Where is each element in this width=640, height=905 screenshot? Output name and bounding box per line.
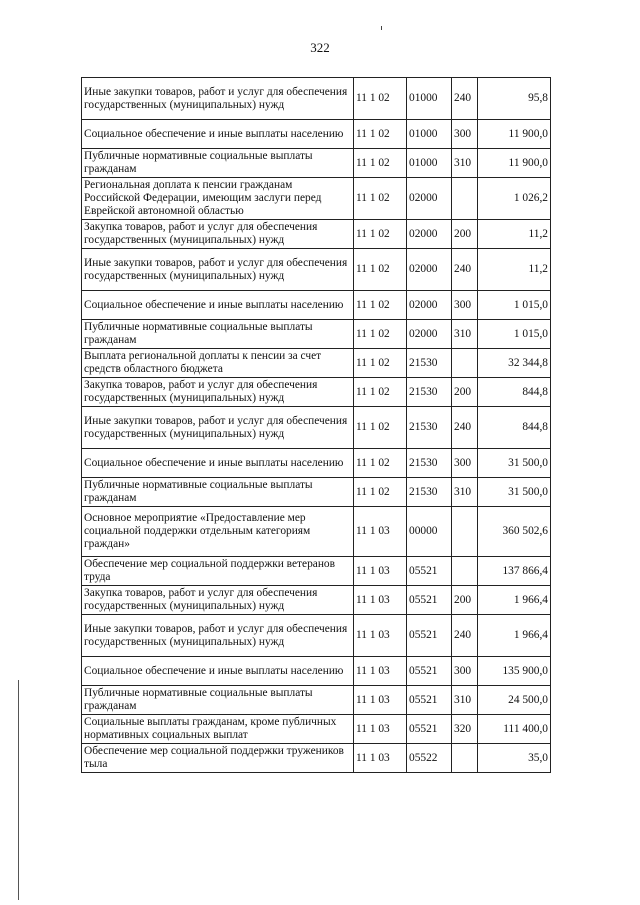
expense-name-cell: Публичные нормативные социальные выплаты гражданам: [82, 149, 354, 178]
expense-type-cell: [452, 507, 478, 557]
section-code-cell: 11 1 03: [354, 657, 407, 686]
section-code-cell: 11 1 02: [354, 478, 407, 507]
target-article-cell: 02000: [407, 178, 452, 220]
target-article-cell: 02000: [407, 320, 452, 349]
expense-type-cell: 300: [452, 449, 478, 478]
amount-cell: 1 966,4: [478, 586, 551, 615]
table-row: [82, 686, 551, 715]
table-row: [82, 349, 551, 378]
expense-type-cell: 200: [452, 378, 478, 407]
expense-type-cell: [452, 557, 478, 586]
section-code-cell: 11 1 03: [354, 586, 407, 615]
expense-name-cell: Публичные нормативные социальные выплаты гражданам: [82, 686, 354, 715]
expense-type-cell: [452, 744, 478, 773]
amount-cell: 1 015,0: [478, 291, 551, 320]
section-code-cell: 11 1 03: [354, 715, 407, 744]
table-row: [82, 178, 551, 220]
page-number: 322: [310, 40, 330, 55]
expense-type-cell: 240: [452, 78, 478, 120]
expense-name-cell: Иные закупки товаров, работ и услуг для обеспечения государственных (муниципальных) нужд: [82, 407, 354, 449]
target-article-cell: 01000: [407, 149, 452, 178]
table-row: [82, 120, 551, 149]
target-article-cell: 21530: [407, 378, 452, 407]
table-row: [82, 291, 551, 320]
expense-name-cell: Социальные выплаты гражданам, кроме публичных нормативных социальных выплат: [82, 715, 354, 744]
target-article-cell: 05522: [407, 744, 452, 773]
section-code-cell: 11 1 03: [354, 686, 407, 715]
expense-name-cell: Региональная доплата к пенсии гражданам Российской Федерации, имеющим заслуги перед Еврейской автономной областью: [82, 178, 354, 220]
target-article-cell: 05521: [407, 615, 452, 657]
section-code-cell: 11 1 02: [354, 291, 407, 320]
expense-name-cell: Иные закупки товаров, работ и услуг для обеспечения государственных (муниципальных) нужд: [82, 249, 354, 291]
expense-type-cell: 240: [452, 249, 478, 291]
expense-type-cell: [452, 349, 478, 378]
amount-cell: 11 900,0: [478, 149, 551, 178]
table-row: [82, 744, 551, 773]
section-code-cell: 11 1 02: [354, 120, 407, 149]
target-article-cell: 05521: [407, 715, 452, 744]
table-row: [82, 407, 551, 449]
table-row: [82, 249, 551, 291]
expense-name-cell: Социальное обеспечение и иные выплаты населению: [82, 120, 354, 149]
scan-mark: [381, 26, 382, 30]
expense-name-cell: Закупка товаров, работ и услуг для обеспечения государственных (муниципальных) нужд: [82, 378, 354, 407]
amount-cell: 31 500,0: [478, 449, 551, 478]
expense-name-cell: Иные закупки товаров, работ и услуг для обеспечения государственных (муниципальных) нужд: [82, 615, 354, 657]
expense-name-cell: Выплата региональной доплаты к пенсии за счет средств областного бюджета: [82, 349, 354, 378]
section-code-cell: 11 1 02: [354, 220, 407, 249]
section-code-cell: 11 1 02: [354, 78, 407, 120]
target-article-cell: 02000: [407, 249, 452, 291]
expense-name-cell: Обеспечение мер социальной поддержки ветеранов труда: [82, 557, 354, 586]
expense-type-cell: 320: [452, 715, 478, 744]
target-article-cell: 21530: [407, 349, 452, 378]
target-article-cell: 05521: [407, 686, 452, 715]
target-article-cell: 21530: [407, 449, 452, 478]
expense-type-cell: 310: [452, 320, 478, 349]
scan-edge-line: [18, 680, 19, 900]
budget-table-body: [82, 78, 551, 773]
expense-type-cell: 310: [452, 686, 478, 715]
target-article-cell: 05521: [407, 657, 452, 686]
amount-cell: 11,2: [478, 220, 551, 249]
section-code-cell: 11 1 02: [354, 249, 407, 291]
target-article-cell: 21530: [407, 478, 452, 507]
amount-cell: 135 900,0: [478, 657, 551, 686]
budget-table: [81, 77, 551, 773]
expense-name-cell: Социальное обеспечение и иные выплаты населению: [82, 657, 354, 686]
section-code-cell: 11 1 03: [354, 744, 407, 773]
expense-type-cell: 300: [452, 657, 478, 686]
table-row: [82, 149, 551, 178]
section-code-cell: 11 1 03: [354, 557, 407, 586]
expense-type-cell: 200: [452, 586, 478, 615]
table-row: [82, 715, 551, 744]
amount-cell: 24 500,0: [478, 686, 551, 715]
section-code-cell: 11 1 02: [354, 449, 407, 478]
table-row: [82, 557, 551, 586]
amount-cell: 31 500,0: [478, 478, 551, 507]
target-article-cell: 01000: [407, 120, 452, 149]
amount-cell: 360 502,6: [478, 507, 551, 557]
amount-cell: 844,8: [478, 407, 551, 449]
table-row: [82, 657, 551, 686]
target-article-cell: 00000: [407, 507, 452, 557]
amount-cell: 11 900,0: [478, 120, 551, 149]
expense-type-cell: 310: [452, 478, 478, 507]
amount-cell: 32 344,8: [478, 349, 551, 378]
amount-cell: 95,8: [478, 78, 551, 120]
expense-type-cell: 240: [452, 615, 478, 657]
section-code-cell: 11 1 02: [354, 320, 407, 349]
section-code-cell: 11 1 02: [354, 178, 407, 220]
section-code-cell: 11 1 03: [354, 615, 407, 657]
expense-type-cell: [452, 178, 478, 220]
expense-type-cell: 310: [452, 149, 478, 178]
table-row: [82, 378, 551, 407]
amount-cell: 11,2: [478, 249, 551, 291]
section-code-cell: 11 1 02: [354, 407, 407, 449]
amount-cell: 844,8: [478, 378, 551, 407]
target-article-cell: 05521: [407, 557, 452, 586]
expense-name-cell: Закупка товаров, работ и услуг для обеспечения государственных (муниципальных) нужд: [82, 220, 354, 249]
expense-name-cell: Публичные нормативные социальные выплаты гражданам: [82, 320, 354, 349]
expense-name-cell: Социальное обеспечение и иные выплаты населению: [82, 449, 354, 478]
target-article-cell: 02000: [407, 291, 452, 320]
table-row: [82, 507, 551, 557]
expense-type-cell: 240: [452, 407, 478, 449]
section-code-cell: 11 1 02: [354, 378, 407, 407]
amount-cell: 111 400,0: [478, 715, 551, 744]
section-code-cell: 11 1 03: [354, 507, 407, 557]
expense-type-cell: 300: [452, 120, 478, 149]
amount-cell: 1 966,4: [478, 615, 551, 657]
target-article-cell: 01000: [407, 78, 452, 120]
expense-name-cell: Обеспечение мер социальной поддержки тружеников тыла: [82, 744, 354, 773]
expense-name-cell: Социальное обеспечение и иные выплаты населению: [82, 291, 354, 320]
expense-name-cell: Публичные нормативные социальные выплаты гражданам: [82, 478, 354, 507]
target-article-cell: 05521: [407, 586, 452, 615]
table-row: [82, 586, 551, 615]
section-code-cell: 11 1 02: [354, 349, 407, 378]
target-article-cell: 02000: [407, 220, 452, 249]
table-row: [82, 449, 551, 478]
amount-cell: 1 026,2: [478, 178, 551, 220]
section-code-cell: 11 1 02: [354, 149, 407, 178]
amount-cell: 137 866,4: [478, 557, 551, 586]
target-article-cell: 21530: [407, 407, 452, 449]
expense-type-cell: 300: [452, 291, 478, 320]
expense-name-cell: Основное мероприятие «Предоставление мер социальной поддержки отдельным категориям граждан»: [82, 507, 354, 557]
expense-type-cell: 200: [452, 220, 478, 249]
amount-cell: 1 015,0: [478, 320, 551, 349]
table-row: [82, 320, 551, 349]
table-row: [82, 78, 551, 120]
table-row: [82, 615, 551, 657]
expense-name-cell: Иные закупки товаров, работ и услуг для обеспечения государственных (муниципальных) нужд: [82, 78, 354, 120]
table-row: [82, 220, 551, 249]
expense-name-cell: Закупка товаров, работ и услуг для обеспечения государственных (муниципальных) нужд: [82, 586, 354, 615]
table-row: [82, 478, 551, 507]
amount-cell: 35,0: [478, 744, 551, 773]
